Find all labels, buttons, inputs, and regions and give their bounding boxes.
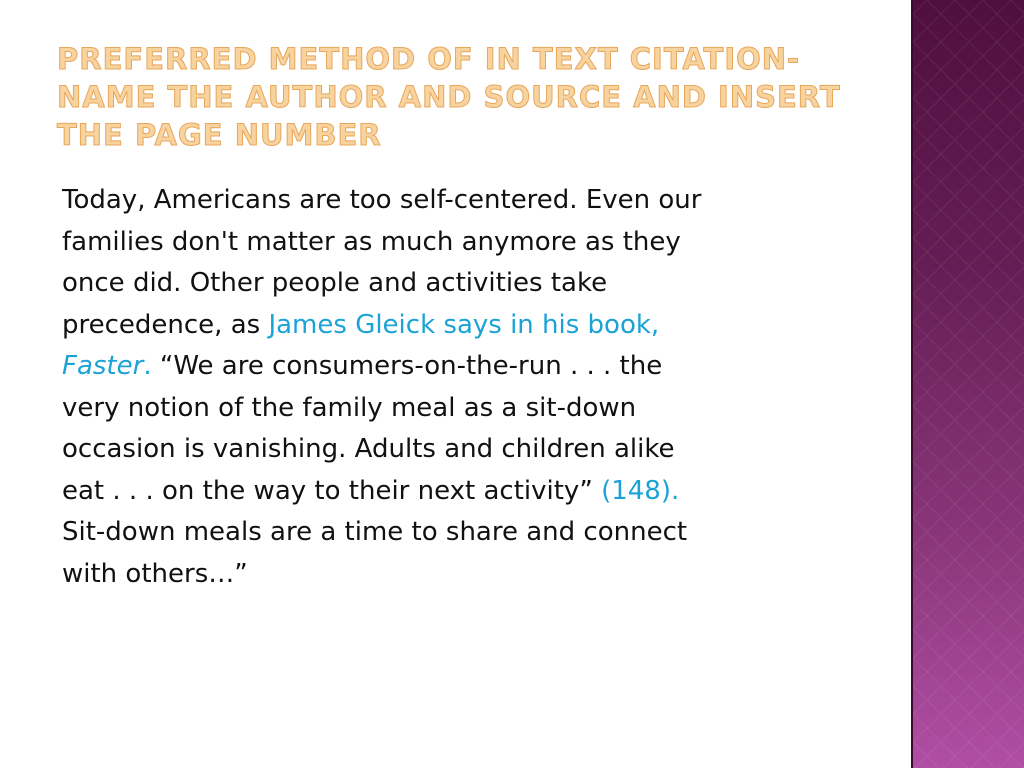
book-title: Faster — [62, 351, 144, 381]
citation-period: . — [143, 351, 152, 381]
paragraph-intro-text: Today, Americans are too self-centered. Even our families don't matter as much anymore as they once did. Other people and activities take precedence, as — [62, 185, 702, 340]
decorative-side-band — [911, 0, 1024, 768]
page-number-citation: (148). — [601, 475, 680, 506]
paragraph-closing-text: Sit-down meals are a time to share and connect with others…” — [62, 517, 688, 589]
quote-text: “We are consumers-on-the-run . . . the very notion of the family meal as a sit-down occasion is vanishing. Adults and children alike eat . . . on the way to their next activity” — [62, 351, 675, 506]
diamond-pattern — [913, 0, 1024, 768]
body-paragraph — [62, 180, 702, 595]
author-source-text: James Gleick says in his book, — [268, 309, 660, 340]
slide-title: PREFERRED METHOD OF IN TEXT CITATION- NAME THE AUTHOR AND SOURCE AND INSERT THE PAGE NUMBER — [57, 42, 841, 152]
